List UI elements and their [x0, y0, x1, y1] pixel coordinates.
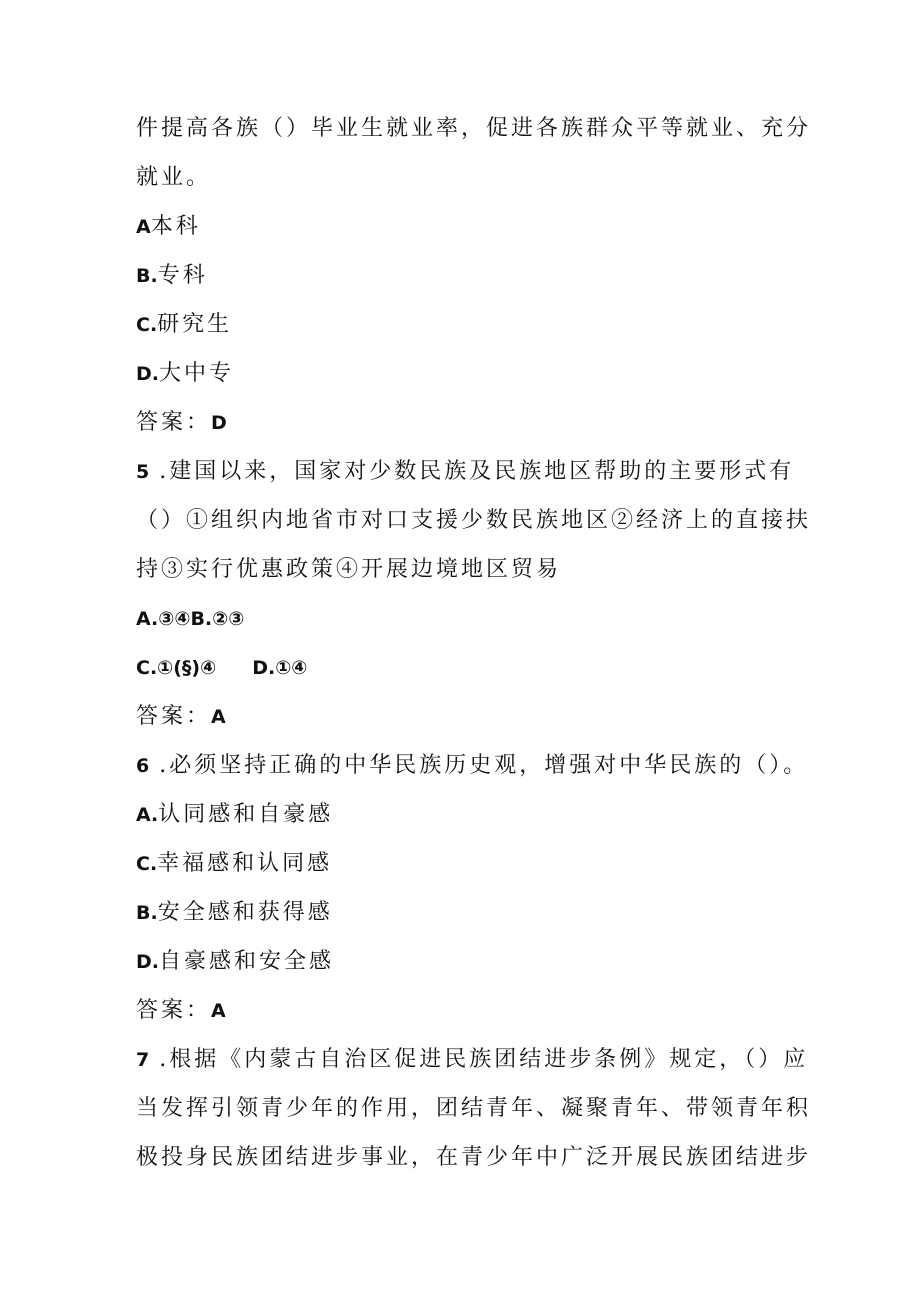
question-6-text: 6 .必须坚持正确的中华民族历史观，增强对中华民族的（）。: [136, 753, 809, 778]
question-5-text-line-1: 5 .建国以来，国家对少数民族及民族地区帮助的主要形式有: [136, 459, 795, 484]
question-6-option-a: A.认同感和自豪感: [136, 802, 334, 827]
question-4-option-c: C.研究生: [136, 312, 233, 337]
question-4-option-d: D.大中专: [136, 361, 235, 386]
question-4-answer: 答案：D: [136, 410, 227, 435]
question-5-options-ab: A.③④B.②③: [136, 608, 245, 630]
question-6-answer: 答案：A: [136, 998, 226, 1023]
question-4-option-b: B.专科: [136, 263, 208, 288]
question-5-options-cd: C.①(§)④ D.①④: [136, 657, 308, 679]
question-5-text-line-3: 持③实行优惠政策④开展边境地区贸易: [136, 557, 562, 582]
question-4-option-a: A本科: [136, 214, 201, 239]
question-6-option-b: B.安全感和获得感: [136, 900, 333, 925]
question-4-continuation-line-2: 就业。: [136, 165, 212, 190]
question-6-option-d: D.自豪感和安全感: [136, 949, 335, 974]
question-7-text-line-2: 当发挥引领青少年的作用，团结青年、凝聚青年、带领青年积: [136, 1096, 812, 1121]
question-5-answer: 答案：A: [136, 704, 226, 729]
question-7-text-line-3: 极投身民族团结进步事业，在青少年中广泛开展民族团结进步: [136, 1145, 812, 1170]
question-5-text-line-2: （）①组织内地省市对口支援少数民族地区②经济上的直接扶: [136, 508, 812, 533]
question-6-option-c: C.幸福感和认同感: [136, 851, 333, 876]
question-4-continuation-line-1: 件提高各族（）毕业生就业率，促进各族群众平等就业、充分: [136, 116, 812, 141]
question-7-text-line-1: 7 .根据《内蒙古自治区促进民族团结进步条例》规定，（）应: [136, 1047, 809, 1072]
